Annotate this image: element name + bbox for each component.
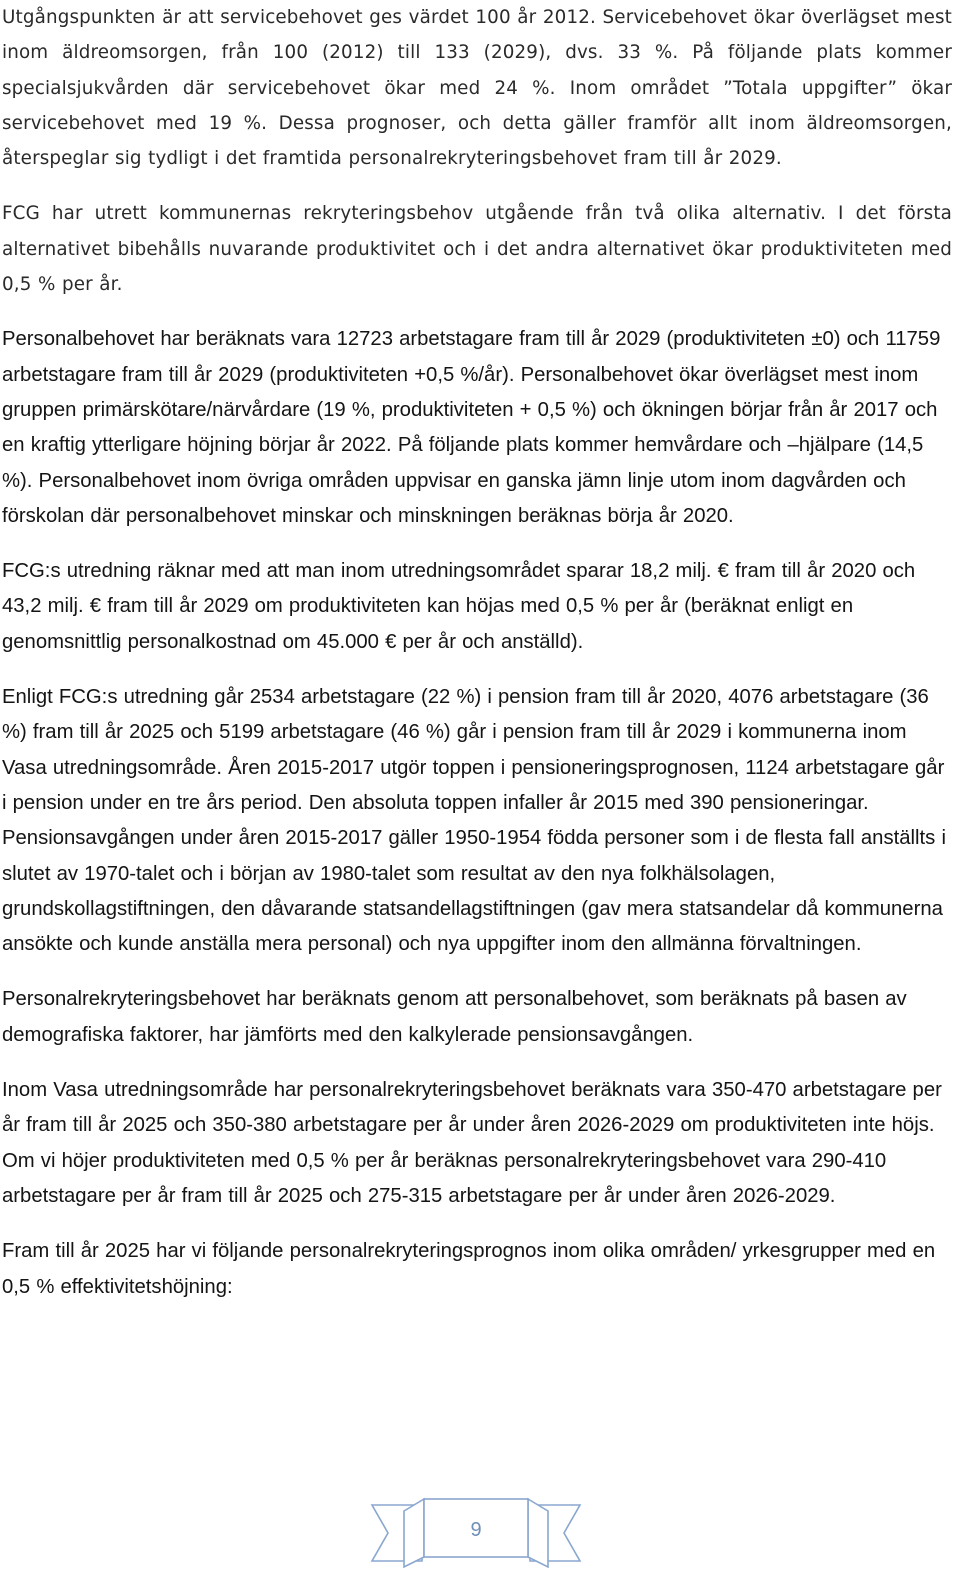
paragraph-personalbehov: Personalbehovet har beräknats vara 12723 arbetstagare fram till år 2029 (produktiviteten ±0) och 11759 arbetstagare fram till år 2029 (produktiviteten +0,5 %/år). Personalbehovet ökar överlägset mest inom gruppen primärskötare/närvårdare (19 %, produktiviteten + 0,5 %) och ökningen börjar från år 2017 och en kraftig ytterligare höjning börjar år 2022. På följande plats kommer hemvårdare och –hjälpare (14,5 %). Personalbehovet inom övriga områden uppvisar en ganska jämn linje utom inom dagvården och förskolan där personalbehovet minskar och minskningen beräknas börja år 2020. <box>2 328 941 527</box>
paragraph-besparing: FCG:s utredning räknar med att man inom utredningsområdet sparar 18,2 milj. € fram till år 2020 och 43,2 milj. € fram till år 2029 om produktiviteten kan höjas med 0,5 % per år (beräknat enligt en genomsnittlig personalkostnad om 45.000 € per år och anställd). <box>2 560 916 653</box>
paragraph-rekryteringsbehov-vasa: Inom Vasa utredningsområde har personalrekryteringsbehovet beräknats vara 350-470 arbetstagare per år fram till år 2025 och 350-380 arbetstagare per år under åren 2026-2029 om produktiviteten inte höjs. Om vi höjer produktiviteten med 0,5 % per år beräknas personalrekryteringsbehovet vara 290-410 arbetstagare per år fram till år 2025 och 275-315 arbetstagare per år under åren 2026-2029. <box>2 1079 942 1207</box>
paragraph-rekryteringsbehov-alternativ: FCG har utrett kommunernas rekryteringsbehov utgående från två olika alternativ. I det första alternativet bibehålls nuvarande produktivitet och i det andra alternativet ökar produktiviteten med 0,5 % per år. <box>2 203 952 296</box>
page-number: 9 <box>470 1519 482 1541</box>
paragraph-pensionering: Enligt FCG:s utredning går 2534 arbetstagare (22 %) i pension fram till år 2020, 4076 arbetstagare (36 %) fram till år 2025 och 5199 arbetstagare (46 %) går i pension fram till år 2029 i kommunerna inom Vasa utredningsområde. Åren 2015-2017 utgör toppen i pensioneringsprognosen, 1124 arbetstagare går i pension under en tre års period. Den absoluta toppen infaller år 2015 med 390 pensioneringar. Pensionsavgången under åren 2015-2017 gäller 1950-1954 födda personer som i de flesta fall anställts i slutet av 1970-talet och i början av 1980-talet som resultat av den nya folkhälsolagen, grundskollagstiftningen, den dåvarande statsandellagstiftningen (gav mera statsandelar då kommunerna ansökte och kunde anställa mera personal) och nya uppgifter inom den allmänna förvaltningen. <box>2 686 946 956</box>
document-body <box>2 0 952 1325</box>
paragraph-prognos-intro: Fram till år 2025 har vi följande personalrekryteringsprognos inom olika områden/ yrkesgrupper med en 0,5 % effektivitetshöjning: <box>2 1240 936 1298</box>
paragraph-berakningsmetod: Personalrekryteringsbehovet har beräknats genom att personalbehovet, som beräknats på basen av demografiska faktorer, har jämförts med den kalkylerade pensionsavgången. <box>2 988 907 1046</box>
page-footer <box>370 1497 582 1569</box>
paragraph-servicebehov: Utgångspunkten är att servicebehovet ges värdet 100 år 2012. Servicebehovet ökar överlägset mest inom äldreomsorgen, från 100 (2012) till 133 (2029), dvs. 33 %. På följande plats kommer specialsjukvården där servicebehovet ökar med 24 %. Inom området ”Totala uppgifter” ökar servicebehovet med 19 %. Dessa prognoser, och detta gäller framför allt inom äldreomsorgen, återspeglar sig tydligt i det framtida personalrekryteringsbehovet fram till år 2029. <box>2 7 952 170</box>
